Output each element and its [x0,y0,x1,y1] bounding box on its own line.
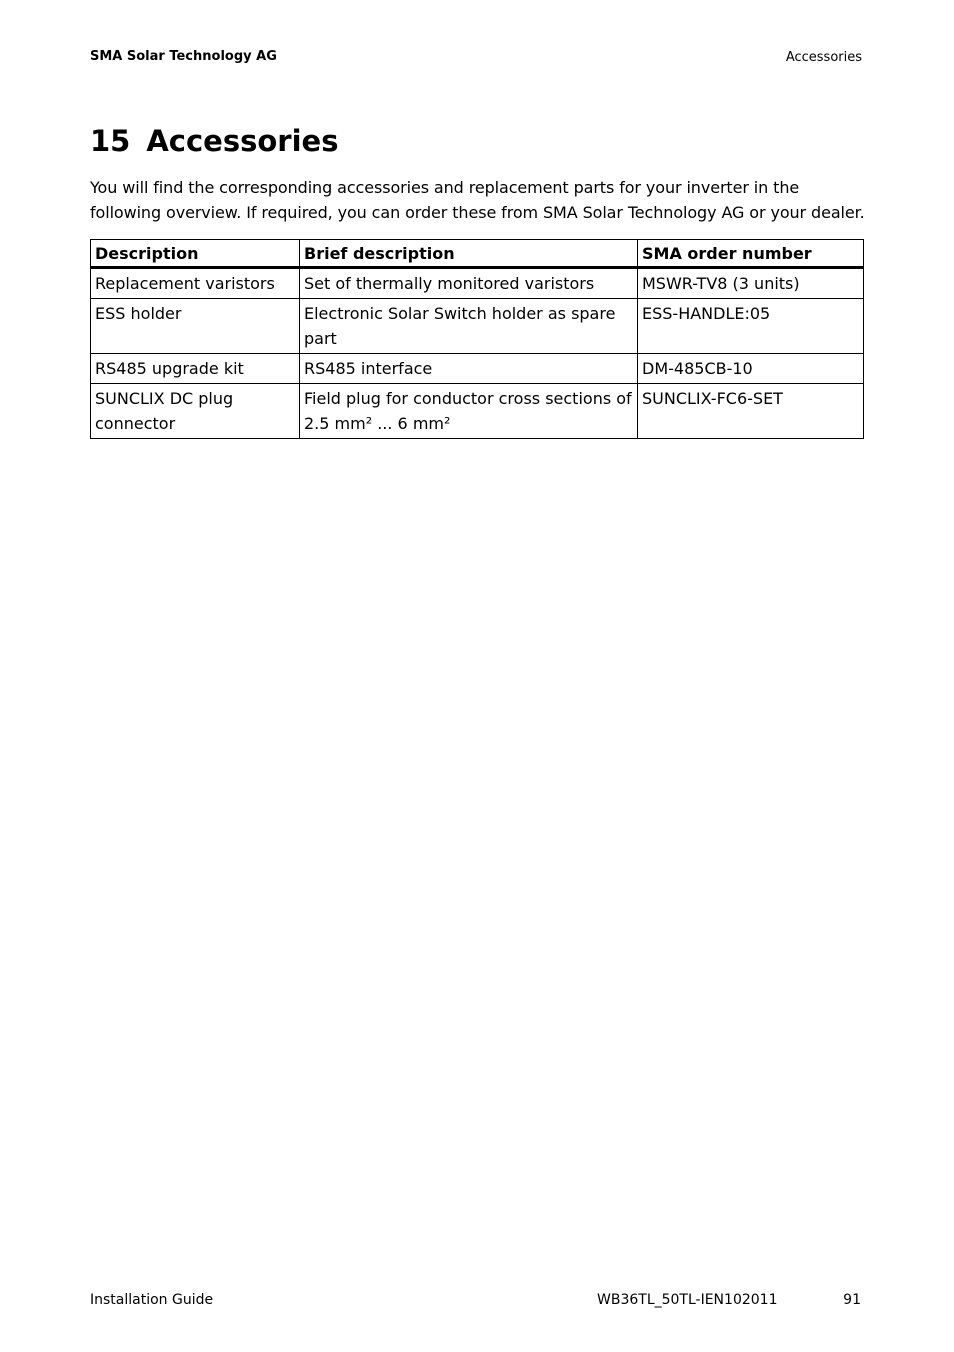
table-row [91,384,864,439]
cell-description: Replacement varistors [91,268,300,299]
cell-order-number: MSWR-TV8 (3 units) [638,268,864,299]
cell-order-number: SUNCLIX-FC6-SET [638,384,864,439]
page-title [90,124,338,158]
table-row [91,354,864,384]
header-company: SMA Solar Technology AG [90,49,277,64]
cell-brief-description: Field plug for conductor cross sections of 2.5 mm² ... 6 mm² [300,384,638,439]
header-order-number: SMA order number [638,240,864,268]
header-section: Accessories [785,50,862,65]
header-brief-description: Brief description [300,240,638,268]
cell-description: RS485 upgrade kit [91,354,300,384]
intro-paragraph: You will find the corresponding accessories and replacement parts for your inverter in the following overview. If required, you can order these from SMA Solar Technology AG or your dealer. [90,178,865,222]
header-description: Description [91,240,300,268]
cell-description: ESS holder [91,299,300,354]
table-header-row [91,240,864,268]
cell-order-number: DM-485CB-10 [638,354,864,384]
cell-description: SUNCLIX DC plug connector [91,384,300,439]
cell-brief-description: RS485 interface [300,354,638,384]
table-row [91,268,864,299]
chapter-number: 15 [90,124,131,158]
chapter-title: Accessories [146,124,339,158]
footer-page-number: 91 [843,1292,861,1308]
cell-order-number: ESS-HANDLE:05 [638,299,864,354]
footer-doc-code: WB36TL_50TL-IEN102011 [597,1292,778,1308]
accessories-table [90,239,864,439]
cell-brief-description: Electronic Solar Switch holder as spare part [300,299,638,354]
table-row [91,299,864,354]
footer-doc-type: Installation Guide [90,1292,214,1308]
cell-brief-description: Set of thermally monitored varistors [300,268,638,299]
